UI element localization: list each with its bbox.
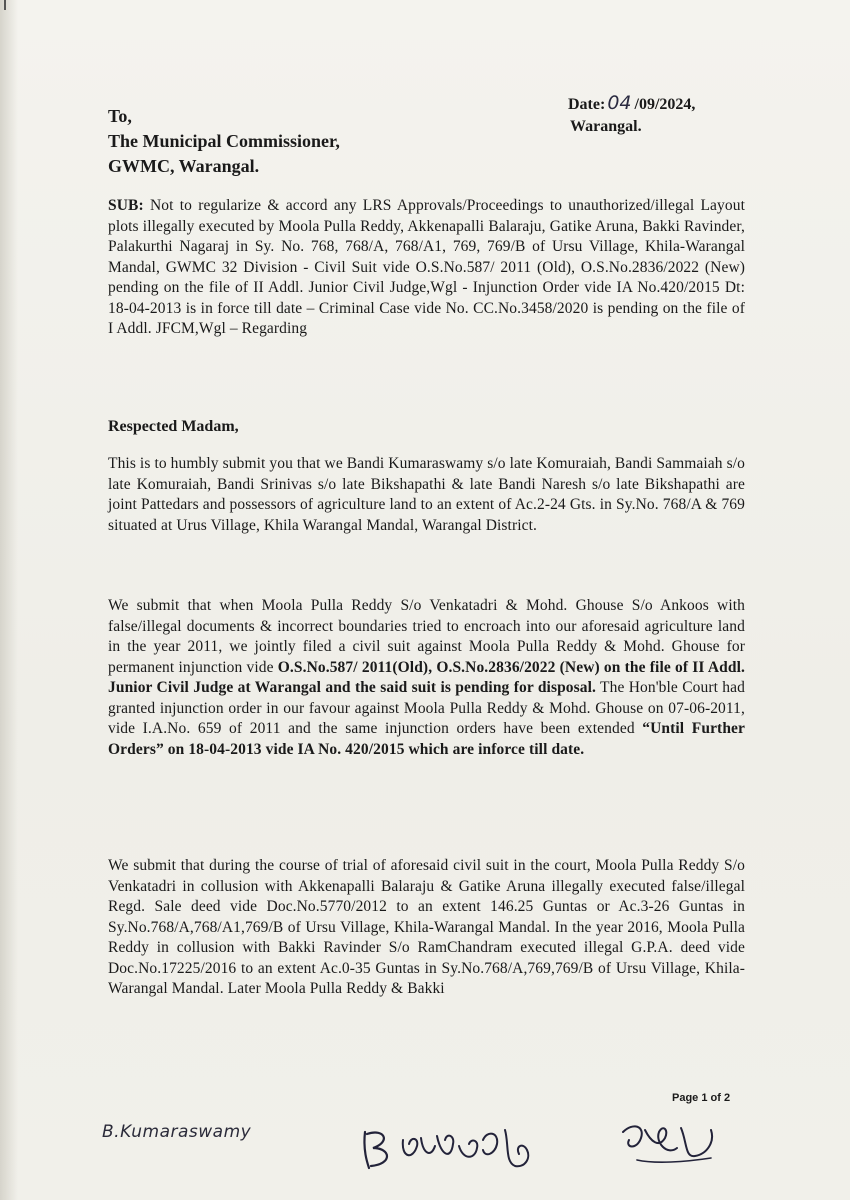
paragraph-2 bbox=[108, 596, 745, 760]
date-label: Date: bbox=[568, 96, 606, 113]
address-to: To, bbox=[108, 106, 132, 126]
address-block bbox=[108, 104, 340, 179]
address-line-1: The Municipal Commissioner, bbox=[108, 131, 340, 151]
paragraph-2-text-1: We submit that when Moola Pulla Reddy S/o Venkatadri & Mohd. Ghouse S/o Ankoos with false/illegal documents & incorrect boundaries tried to encroach into our aforesaid agriculture land in the year 2011, we jointly filed a civil suit against Moola Pulla Reddy & Mohd. Ghouse for permanent injunction vide bbox=[108, 597, 745, 676]
paragraph-2-bold-2: “Until Further Orders” on 18-04-2013 vide IA No. 420/2015 which are inforce till date. bbox=[108, 720, 746, 758]
date-place: Warangal. bbox=[570, 118, 642, 135]
page-edge-shadow bbox=[0, 0, 18, 1200]
date-block bbox=[568, 92, 695, 138]
corner-mark bbox=[4, 0, 20, 10]
subject-paragraph bbox=[108, 196, 745, 340]
date-line bbox=[568, 92, 695, 116]
paragraph-3: We submit that during the course of trial of aforesaid civil suit in the court, Moola Pulla Reddy S/o Venkatadri in collusion with Akkenapalli Balaraju & Gatike Aruna illegally executed false/illegal Regd. Sale deed vide Doc.No.5770/2012 to an extent 146.25 Guntas or Ac.3-26 Guntas in Sy.No.768/A,768/A1,769/B of Ursu Village, Khila-Warangal Mandal. In the year 2016, Moola Pulla Reddy in collusion with Bakki Ravinder S/o RamChandram executed illegal G.P.A. deed vide Doc.No.17225/2016 to an extent Ac.0-35 Guntas in Sy.No.768/A,769,769/B of Ursu Village, Khila-Warangal Mandal. Later Moola Pulla Reddy & Bakki bbox=[108, 857, 745, 997]
date-month-year: /09/2024, bbox=[634, 96, 696, 113]
page-number: Page 1 of 2 bbox=[672, 1092, 731, 1104]
date-day-handwritten: 04 bbox=[607, 92, 632, 114]
address-line-2: GWMC, Warangal. bbox=[108, 156, 260, 176]
signature-telugu-2 bbox=[355, 1110, 555, 1180]
signature-telugu-3 bbox=[615, 1112, 725, 1172]
paragraph-2-bold-1: O.S.No.587/ 2011(Old), O.S.No.2836/2022 (New) on the file of II Addl. Junior Civil Judge at Warangal and the said suit is pending for disposal. bbox=[108, 658, 745, 696]
signature-kumaraswamy-text: B.Kumaraswamy bbox=[102, 1122, 252, 1142]
paragraph-2-text-2: The Hon'ble Court had granted injunction order in our favour against Moola Pulla Reddy & Mohd. Ghouse on 07-06-2011, vide I.A.No. 659 of 2011 and the same injunction orders have been extended bbox=[108, 679, 745, 737]
subject-text: Not to regularize & accord any LRS Approvals/Proceedings to unauthorized/illegal Layout plots illegally executed by Moola Pulla Reddy, Akkenapalli Balaraju, Gatike Aruna, Bakki Ravinder, Palakurthi Nagaraj in Sy. No. 768, 768/A, 768/A1, 769, 769/B of Ursu Village, Khila-Warangal Mandal, GWMC 32 Division - Civil Suit vide O.S.No.587/ 2011 (Old), O.S.No.2836/2022 (New) pending on the file of II Addl. Junior Civil Judge,Wgl - Injunction Order vide IA No.420/2015 Dt: 18-04-2013 is in force till date – Criminal Case vide No. CC.No.3458/2020 is pending on the file of I Addl. JFCM,Wgl – Regarding bbox=[108, 197, 745, 337]
signature-kumaraswamy bbox=[102, 1122, 312, 1152]
subject-label: SUB: bbox=[108, 197, 144, 214]
salutation: Respected Madam, bbox=[108, 418, 239, 435]
paragraph-1: This is to humbly submit you that we Bandi Kumaraswamy s/o late Komuraiah, Bandi Sammaiah s/o late Komuraiah, Bandi Srinivas s/o late Bikshapathi & late Bandi Naresh s/o late Bikshapathi are joint Pattedars and possessors of agriculture land to an extent of Ac.2-24 Gts. in Sy.No. 768/A & 769 situated at Urus Village, Khila Warangal Mandal, Warangal District. bbox=[108, 455, 745, 534]
